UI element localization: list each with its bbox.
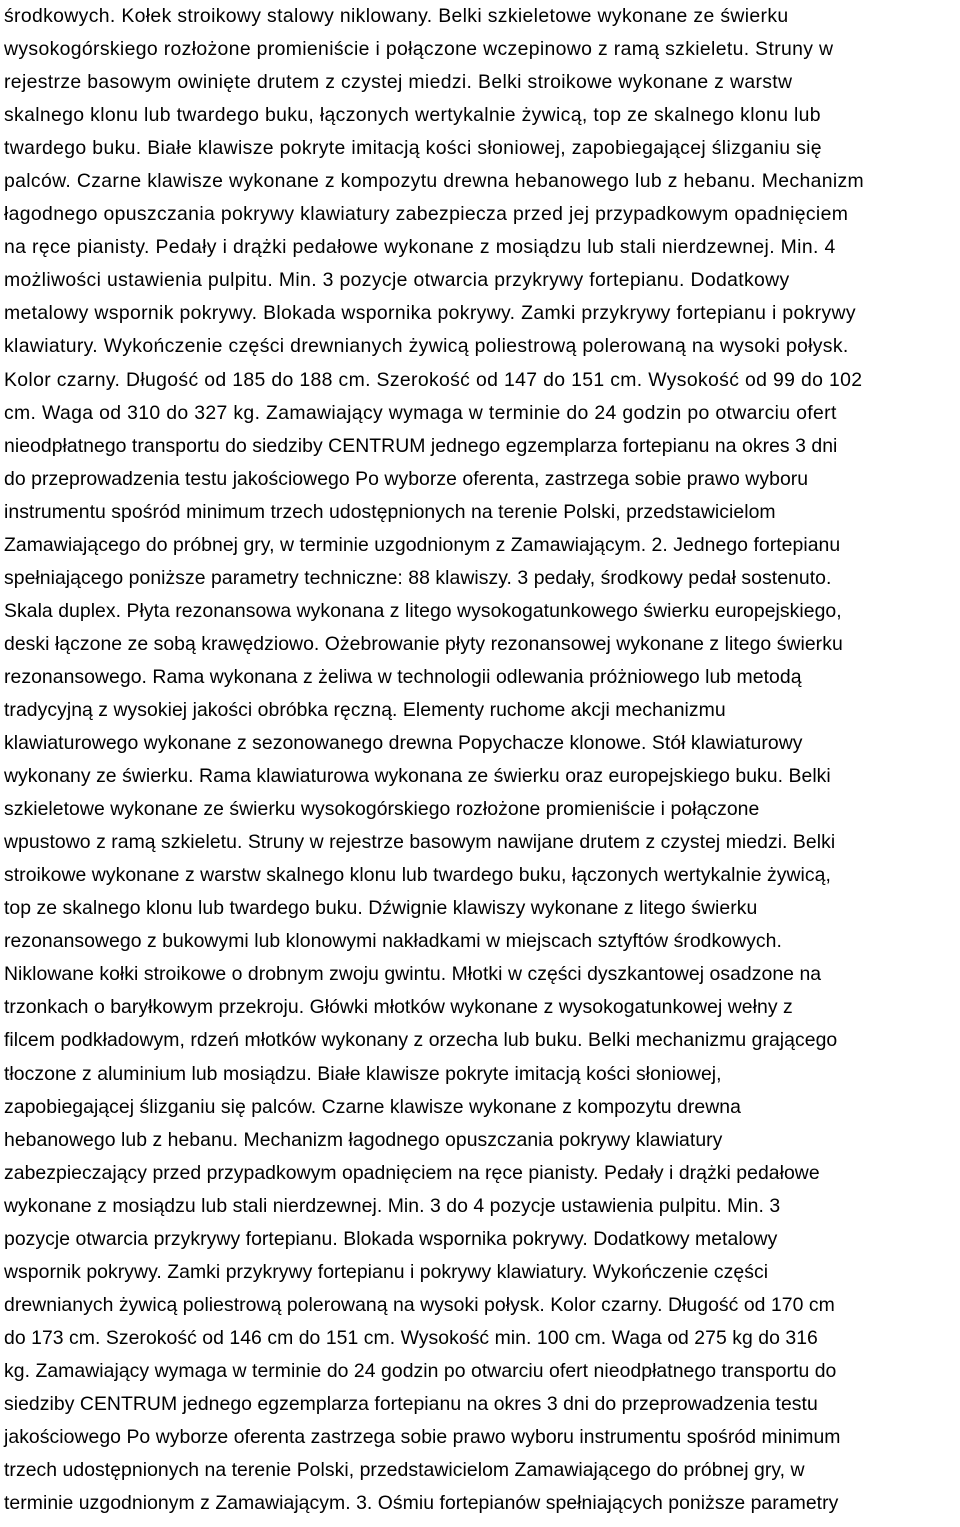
- text-line: do przeprowadzenia testu jakościowego Po wyborze oferenta, zastrzega sobie prawo wyboru: [4, 467, 809, 490]
- paragraph-piano-1-spec: [4, 0, 956, 430]
- text-line: kg. Zamawiający wymaga w terminie do 24 godzin po otwarciu ofert nieodpłatnego transportu do: [4, 1359, 837, 1382]
- text-line: nieodpłatnego transportu do siedziby CENTRUM jednego egzemplarza fortepianu na okres 3 dni: [4, 434, 838, 457]
- text-line: hebanowego lub z hebanu. Mechanizm łagodnego opuszczania pokrywy klawiatury: [4, 1128, 723, 1151]
- text-line: wykonany ze świerku. Rama klawiaturowa wykonana ze świerku oraz europejskiego buku. Belki: [4, 765, 831, 788]
- text-line: rezonansowego z bukowymi lub klonowymi nakładkami w miejscach sztyftów środkowych.: [4, 930, 782, 953]
- text-line: trzech udostępnionych na terenie Polski, przedstawicielom Zamawiającego do próbnej gry, w: [4, 1459, 805, 1482]
- text-line: jakościowego Po wyborze oferenta zastrzega sobie prawo wyboru instrumentu spośród minimum: [4, 1426, 841, 1449]
- text-line: metalowy wspornik pokrywy. Blokada wspornika pokrywy. Zamki przykrywy fortepianu i pokrywy: [4, 302, 856, 325]
- document-page: [4, 0, 956, 1520]
- text-line: wysokogórskiego rozłożone promieniście i połączone wczepinowo z ramą szkieletu. Struny w: [4, 38, 834, 61]
- text-line: szkieletowe wykonane ze świerku wysokogórskiego rozłożone promieniście i połączone: [4, 798, 760, 821]
- text-line: klawiaturowego wykonane z sezonowanego drewna Popychacze klonowe. Stół klawiaturowy: [4, 732, 803, 755]
- text-line: trzonkach o baryłkowym przekroju. Główki młotków wykonane z wysokogatunkowej wełny z: [4, 996, 793, 1019]
- text-line: siedziby CENTRUM jednego egzemplarza fortepianu na okres 3 dni do przeprowadzenia testu: [4, 1392, 818, 1415]
- text-line: do 173 cm. Szerokość od 146 cm do 151 cm. Wysokość min. 100 cm. Waga od 275 kg do 316: [4, 1326, 818, 1349]
- text-line: palców. Czarne klawisze wykonane z kompozytu drewna hebanowego lub z hebanu. Mechanizm: [4, 170, 865, 193]
- text-line: Zamawiającego do próbnej gry, w terminie uzgodnionym z Zamawiającym. 2. Jednego fortepianu: [4, 533, 841, 556]
- text-line: Niklowane kołki stroikowe o drobnym zwoju gwintu. Młotki w części dyszkantowej osadzone na: [4, 963, 822, 986]
- text-line: możliwości ustawienia pulpitu. Min. 3 pozycje otwarcia przykrywy fortepianu. Dodatkowy: [4, 269, 790, 292]
- text-line: filcem podkładowym, rdzeń młotków wykonany z orzecha lub buku. Belki mechanizmu grającego: [4, 1029, 838, 1052]
- text-line: cm. Waga od 310 do 327 kg. Zamawiający wymaga w terminie do 24 godzin po otwarciu ofert: [4, 401, 837, 424]
- text-line: Kolor czarny. Długość od 185 do 188 cm. Szerokość od 147 do 151 cm. Wysokość od 99 do 102: [4, 368, 863, 391]
- text-line: rezonansowego. Rama wykonana z żeliwa w technologii odlewania próżniowego lub metodą: [4, 665, 802, 688]
- text-line: terminie uzgodnionym z Zamawiającym. 3. Ośmiu fortepianów spełniających poniższe parametry: [4, 1492, 839, 1515]
- text-line: zapobiegającej ślizganiu się palców. Czarne klawisze wykonane z kompozytu drewna: [4, 1095, 741, 1118]
- text-line: pozycje otwarcia przykrywy fortepianu. Blokada wspornika pokrywy. Dodatkowy metalowy: [4, 1227, 778, 1250]
- text-line: stroikowe wykonane z warstw skalnego klonu lub twardego buku, łączonych wertykalnie żywicą,: [4, 864, 831, 887]
- text-line: klawiatury. Wykończenie części drewnianych żywicą poliestrową polerowaną na wysoki połysk.: [4, 335, 849, 358]
- text-line: twardego buku. Białe klawisze pokryte imitacją kości słoniowej, zapobiegającej ślizganiu się: [4, 137, 822, 160]
- text-line: na ręce pianisty. Pedały i drążki pedałowe wykonane z mosiądzu lub stali nierdzewnej. Min. 4: [4, 236, 836, 259]
- text-line: spełniającego poniższe parametry techniczne: 88 klawiszy. 3 pedały, środkowy pedał sostenuto.: [4, 566, 832, 589]
- text-line: Skala duplex. Płyta rezonansowa wykonana z litego wysokogatunkowego świerku europejskiego,: [4, 599, 842, 622]
- text-line: drewnianych żywicą poliestrową polerowaną na wysoki połysk. Kolor czarny. Długość od 170 cm: [4, 1293, 835, 1316]
- text-line: zabezpieczający przed przypadkowym opadnięciem na ręce pianisty. Pedały i drążki pedałowe: [4, 1161, 820, 1184]
- text-line: instrumentu spośród minimum trzech udostępnionych na terenie Polski, przedstawicielom: [4, 500, 776, 523]
- text-line: tłoczone z aluminium lub mosiądzu. Białe klawisze pokryte imitacją kości słoniowej,: [4, 1062, 722, 1085]
- text-line: środkowych. Kołek stroikowy stalowy niklowany. Belki szkieletowe wykonane ze świerku: [4, 5, 789, 27]
- text-line: wykonane z mosiądzu lub stali nierdzewnej. Min. 3 do 4 pozycje ustawienia pulpitu. Min. 3: [4, 1194, 781, 1217]
- text-line: skalnego klonu lub twardego buku, łączonych wertykalnie żywicą, top ze skalnego klonu lub: [4, 104, 821, 127]
- text-line: deski łączone ze sobą krawędziowo. Ożebrowanie płyty rezonansowej wykonane z litego świerku: [4, 632, 843, 655]
- text-line: top ze skalnego klonu lub twardego buku. Dźwignie klawiszy wykonane z litego świerku: [4, 897, 758, 920]
- text-line: wpustowo z ramą szkieletu. Struny w rejestrze basowym nawijane drutem z czystej miedzi. Belki: [4, 831, 836, 854]
- text-line: tradycyjną z wysokiej jakości obróbka ręczną. Elementy ruchome akcji mechanizmu: [4, 698, 726, 721]
- text-line: łagodnego opuszczania pokrywy klawiatury zabezpiecza przed jej przypadkowym opadnięciem: [4, 203, 849, 226]
- text-line: wspornik pokrywy. Zamki przykrywy fortepianu i pokrywy klawiatury. Wykończenie części: [4, 1260, 769, 1283]
- paragraph-piano-2-spec: [4, 430, 956, 1521]
- text-line: rejestrze basowym owinięte drutem z czystej miedzi. Belki stroikowe wykonane z warstw: [4, 71, 793, 94]
